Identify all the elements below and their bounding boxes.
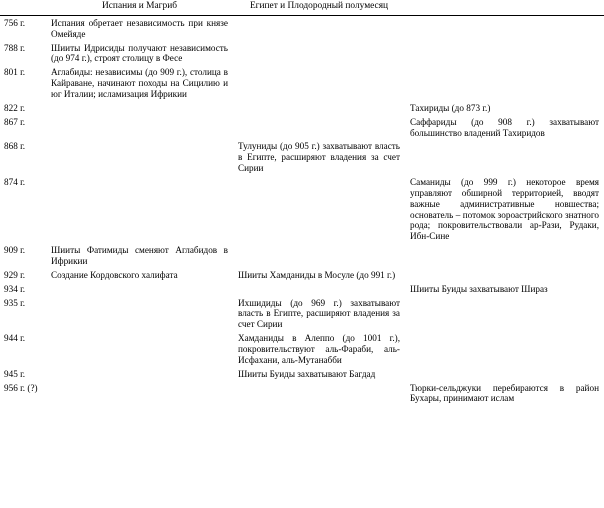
row-year: 822 г.	[4, 102, 26, 113]
row-west	[46, 332, 233, 368]
row-east	[405, 367, 604, 381]
row-middle	[233, 16, 405, 41]
row-east: Шииты Буиды захватывают Шираз	[410, 283, 548, 294]
row-year: 801 г.	[4, 67, 26, 78]
row-middle	[233, 175, 405, 243]
row-east	[405, 296, 604, 332]
row-east: Тахириды (до 873 г.)	[410, 102, 491, 113]
table-row	[0, 282, 604, 296]
row-year: 756 г.	[4, 17, 26, 28]
row-middle	[233, 244, 405, 269]
row-east	[405, 332, 604, 368]
row-year: 867 г.	[4, 116, 26, 127]
row-west	[46, 367, 233, 381]
table-row	[0, 101, 604, 115]
row-east: Саффариды (до 908 г.) захватывают большинство владений Тахиридов	[410, 116, 599, 138]
row-year: 945 г.	[4, 368, 26, 379]
table-row	[0, 367, 604, 381]
row-year: 874 г.	[4, 176, 26, 187]
row-middle	[233, 101, 405, 115]
row-east	[405, 16, 604, 41]
row-middle	[233, 41, 405, 66]
row-west	[46, 101, 233, 115]
header-row	[0, 0, 604, 16]
row-middle: Хамданиды в Алеппо (до 1001 г.), покровительствуют аль-Фараби, аль-Исфахани, аль-Мутанабби	[238, 333, 400, 365]
row-east	[405, 66, 604, 102]
row-middle	[233, 282, 405, 296]
row-middle: Шииты Хамданиды в Мосуле (до 991 г.)	[238, 269, 396, 280]
row-west: Шииты Идрисиды получают независимость (до 974 г.), строят столицу в Фесе	[51, 42, 228, 64]
row-year: 909 г.	[4, 245, 26, 256]
row-west	[46, 175, 233, 243]
row-east	[405, 244, 604, 269]
table-row	[0, 244, 604, 269]
table-row	[0, 381, 604, 406]
table-row	[0, 332, 604, 368]
row-year: 868 г.	[4, 141, 26, 152]
row-year: 929 г.	[4, 269, 26, 280]
table-row	[0, 115, 604, 140]
column-header-west: Испания и Магриб	[46, 0, 233, 16]
column-header-middle: Египет и Плодородный полумесяц	[233, 0, 405, 16]
row-middle: Ихшидиды (до 969 г.) захватывают власть в Египте, расширяют владения за счет Сирии	[238, 297, 400, 330]
column-header-east	[405, 0, 604, 16]
table-row	[0, 16, 604, 41]
row-west: Шииты Фатимиды сменяют Аглабидов в Ифрикии	[51, 245, 228, 266]
table-head	[0, 0, 604, 16]
row-middle	[233, 66, 405, 102]
table-row	[0, 66, 604, 102]
row-middle: Тулуниды (до 905 г.) захватывают власть в Египте, расширяют владения за счет Сирии	[238, 141, 400, 174]
row-east: Саманиды (до 999 г.) некоторое время управляют обширной территорией, вводят важные административные новшества; основатель – потомок зороастрийского знатного рода; покровительствовали ар-Рази, Рудаки, Ибн-Сине	[410, 176, 599, 242]
row-west: Создание Кордовского халифата	[51, 269, 178, 280]
row-year: 935 г.	[4, 297, 26, 308]
row-east: Тюрки-сельджуки перебираются в район Бухары, принимают ислам	[410, 382, 599, 404]
table-row	[0, 268, 604, 282]
row-year: 956 г. (?)	[4, 382, 38, 393]
row-year: 934 г.	[4, 283, 26, 294]
row-west: Аглабиды: независимы (до 909 г.), столица в Кайраване, начинают походы на Сицилию и юг Италии; исламизация Ифрикии	[51, 67, 228, 99]
row-east	[405, 268, 604, 282]
row-west: Испания обретает независимость при князе Омейяде	[51, 17, 228, 39]
table-row	[0, 41, 604, 66]
row-middle: Шииты Буиды захватывают Багдад	[238, 368, 376, 379]
table-row	[0, 296, 604, 332]
row-year: 944 г.	[4, 333, 26, 344]
table-row	[0, 175, 604, 243]
row-west	[46, 296, 233, 332]
row-east	[405, 140, 604, 176]
table-row	[0, 140, 604, 176]
row-west	[46, 282, 233, 296]
row-middle	[233, 381, 405, 406]
row-west	[46, 115, 233, 140]
row-year: 788 г.	[4, 42, 26, 53]
row-west	[46, 140, 233, 176]
row-east	[405, 41, 604, 66]
table-body	[0, 16, 604, 406]
column-header-year	[0, 0, 46, 16]
row-west	[46, 381, 233, 406]
row-middle	[233, 115, 405, 140]
